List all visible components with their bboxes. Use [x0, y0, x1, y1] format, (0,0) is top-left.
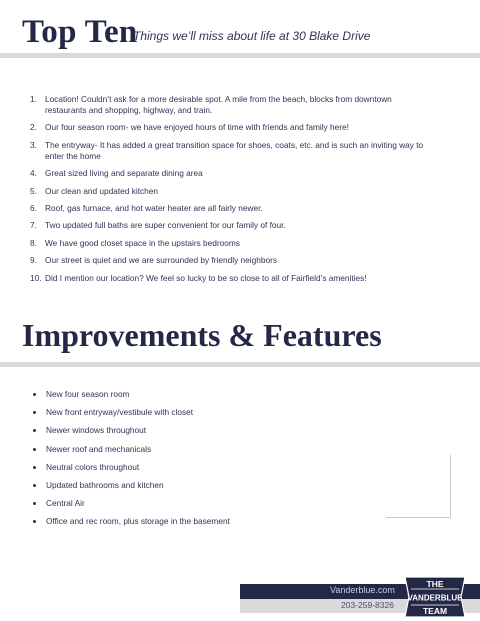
- item-text: New front entryway/vestibule with closet: [46, 407, 194, 418]
- item-number: 6.: [30, 202, 37, 213]
- list-item: [30, 122, 430, 133]
- improvements-list: [30, 389, 350, 535]
- item-number: 7.: [30, 220, 37, 231]
- item-text: Our street is quiet and we are surrounded by friendly neighbors: [45, 255, 277, 266]
- item-text: Location! Couldn’t ask for a more desirable spot. A mile from the beach, blocks from downtown restaurants and shopping, highway, and train.: [45, 94, 392, 115]
- bullet-icon: [33, 484, 36, 487]
- item-number: 3.: [30, 139, 37, 150]
- corner-mark-vertical: [450, 455, 451, 518]
- vanderblue-team-logo: [401, 576, 469, 618]
- item-text: New four season room: [46, 389, 130, 399]
- bullet-icon: [33, 502, 36, 505]
- item-text: Newer windows throughout: [46, 425, 147, 436]
- list-item: [30, 444, 350, 455]
- item-text: Updated bathrooms and kitchen: [46, 479, 164, 490]
- page-subtitle: Things we’ll miss about life at 30 Blake Drive: [133, 29, 371, 43]
- logo-text-vanderblue: VANDERBLUE: [407, 593, 463, 603]
- bullet-icon: [33, 520, 36, 523]
- list-item: [30, 238, 430, 249]
- top-ten-list: [30, 94, 430, 290]
- item-text: Central Air: [46, 498, 85, 509]
- list-item: [30, 220, 430, 231]
- item-number: 9.: [30, 255, 37, 266]
- bullet-icon: [33, 466, 36, 469]
- item-number: 5.: [30, 185, 37, 196]
- item-text: Neutral colors throughout: [46, 461, 140, 472]
- item-number: 4.: [30, 168, 37, 179]
- item-text: Newer roof and mechanicals: [46, 443, 152, 454]
- item-number: 1.: [30, 94, 37, 104]
- list-item: [30, 425, 350, 436]
- top-divider: [0, 53, 480, 58]
- item-text: Two updated full baths are super convenient for our family of four.: [45, 220, 286, 231]
- list-item: [30, 203, 430, 214]
- list-item: [30, 407, 350, 418]
- section-divider: [0, 362, 480, 367]
- item-number: 10.: [30, 272, 42, 283]
- bullet-icon: [33, 411, 36, 414]
- list-item: [30, 255, 430, 266]
- footer-phone: 203-259-8326: [341, 600, 394, 610]
- list-item: [30, 94, 430, 116]
- corner-mark-horizontal: [386, 517, 451, 518]
- list-item: [30, 273, 430, 284]
- item-number: 2.: [30, 122, 37, 133]
- item-text: Roof, gas furnace, and hot water heater are all fairly newer.: [45, 202, 263, 213]
- section-title: Improvements & Features: [22, 317, 382, 353]
- footer-website[interactable]: Vanderblue.com: [330, 585, 395, 595]
- list-item: [30, 186, 430, 197]
- list-item: [30, 516, 350, 527]
- list-item: [30, 389, 350, 400]
- item-text: Did I mention our location? We feel so lucky to be so close to all of Fairfield’s amenities!: [45, 272, 367, 283]
- list-item: [30, 168, 430, 179]
- item-text: Office and rec room, plus storage in the basement: [46, 516, 230, 527]
- bullet-icon: [33, 448, 36, 451]
- item-text: Our four season room- we have enjoyed hours of time with friends and family here!: [45, 122, 349, 133]
- item-text: We have good closet space in the upstairs bedrooms: [45, 237, 240, 248]
- item-text: Our clean and updated kitchen: [45, 185, 159, 196]
- logo-text-the: THE: [426, 579, 444, 589]
- list-item: [30, 480, 350, 491]
- logo-text-team: TEAM: [422, 606, 448, 616]
- item-text: Great sized living and separate dining area: [45, 168, 203, 179]
- bullet-icon: [33, 429, 36, 432]
- list-item: [30, 140, 430, 162]
- bullet-icon: [33, 393, 36, 396]
- item-text: The entryway- It has added a great transition space for shoes, coats, etc. and is such an inviting way to enter the home: [45, 139, 424, 161]
- list-item: [30, 498, 350, 509]
- page-title: Top Ten: [22, 14, 138, 50]
- item-number: 8.: [30, 237, 37, 248]
- list-item: [30, 462, 350, 473]
